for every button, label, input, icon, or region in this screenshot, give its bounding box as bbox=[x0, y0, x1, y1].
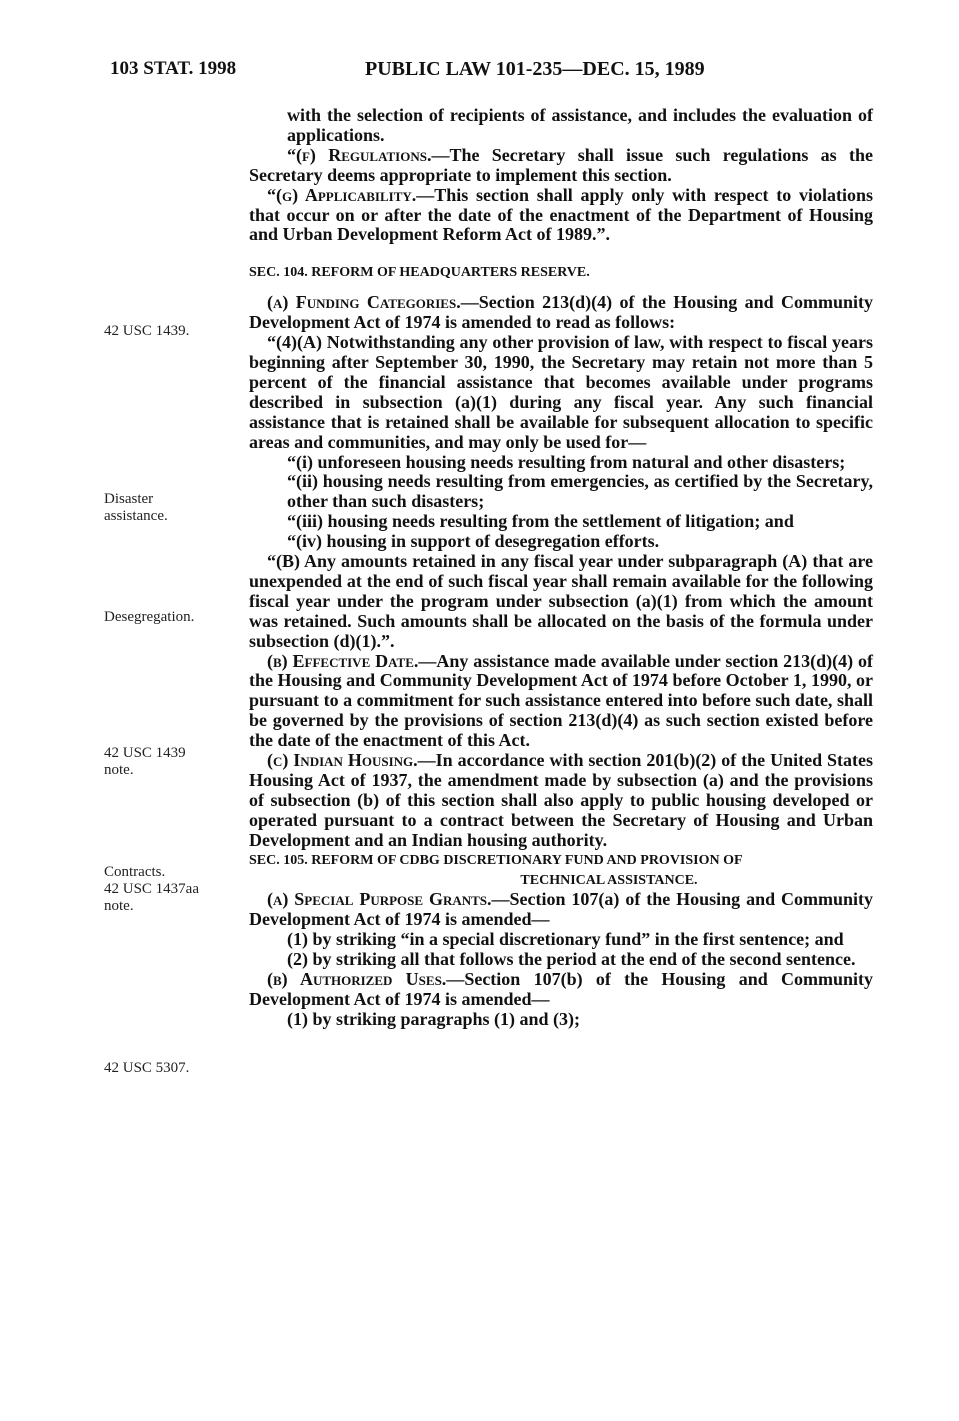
paragraph-a2-2: (2) by striking all that follows the period at the end of the second sentence. bbox=[287, 949, 856, 970]
margin-note-42-usc-1437aa: 42 USC 1437aa bbox=[104, 881, 199, 897]
section-105-heading bbox=[249, 851, 873, 891]
subsection-b2-text: —Section 107(b) of the Housing and Community Development Act of 1974 is amended— bbox=[249, 969, 873, 1009]
clause-ii: “(ii) housing needs resulting from emergencies, as certified by the Secretary, other than such disasters; bbox=[287, 471, 873, 512]
subsection-b-text: —Any assistance made available under section 213(d)(4) of the Housing and Community Development Act of 1974 before October 1, 1990, or pursuant to a commitment for such assistance entered into before such date, shall be governed by the provisions of section 213(d)(4) as such section existed before the date of the enactment of this Act. bbox=[249, 650, 873, 751]
margin-note-42-usc-5307: 42 USC 5307. bbox=[104, 1060, 190, 1076]
subsection-c-heading: (c) Indian Housing. bbox=[267, 750, 418, 771]
margin-note-assistance: assistance. bbox=[104, 508, 168, 524]
subsection-a-funding-categories bbox=[249, 293, 873, 333]
subsection-b-effective-date bbox=[249, 652, 873, 752]
stat-page-number: 103 STAT. 1998 bbox=[110, 58, 237, 79]
subsection-a-special-purpose-grants bbox=[249, 890, 873, 930]
paragraph-b2-1: (1) by striking paragraphs (1) and (3); bbox=[287, 1008, 581, 1029]
margin-note-disaster: Disaster bbox=[104, 491, 154, 507]
margin-note-desegregation: Desegregation. bbox=[104, 609, 195, 625]
subsection-b2-heading: (b) Authorized Uses. bbox=[267, 969, 447, 990]
subsection-c-indian-housing bbox=[249, 751, 873, 851]
clause-i: “(i) unforeseen housing needs resulting from natural and other disasters; bbox=[287, 451, 846, 472]
paragraph-a2-1: (1) by striking “in a special discretionary fund” in the first sentence; and bbox=[287, 929, 844, 950]
paragraph-continuation: with the selection of recipients of assistance, and includes the evaluation of applications. bbox=[287, 105, 873, 145]
subsection-f-heading: “(f) Regulations. bbox=[287, 144, 432, 165]
subsection-g-applicability bbox=[249, 186, 873, 246]
subparagraph-b: “(B) Any amounts retained in any fiscal year under subparagraph (A) that are unexpended at the end of such fiscal year shall remain available for the following fiscal year under the program under subsection (a)(1) from which the amount was retained. Such amounts shall be allocated on the basis of the formula under subsection (d)(1).”. bbox=[249, 551, 873, 651]
subsection-g-text: —This section shall apply only with respect to violations that occur on or after the date of the enactment of the Department of Housing and Urban Development Reform Act of 1989.”. bbox=[249, 184, 873, 245]
margin-note-42-usc-1439-note: 42 USC 1439 bbox=[104, 745, 186, 761]
subsection-a-heading: (a) Funding Categories. bbox=[267, 292, 461, 313]
margin-note-note: note. bbox=[104, 762, 134, 778]
section-104-heading: SEC. 104. REFORM OF HEADQUARTERS RESERVE. bbox=[249, 265, 590, 281]
clause-iv: “(iv) housing in support of desegregation efforts. bbox=[287, 531, 660, 552]
subsection-g-heading: “(g) Applicability. bbox=[267, 184, 417, 205]
subsection-a2-heading: (a) Special Purpose Grants. bbox=[267, 889, 492, 910]
margin-note-42-usc-1439: 42 USC 1439. bbox=[104, 323, 190, 339]
subsection-b-heading: (b) Effective Date. bbox=[267, 650, 419, 671]
page-header bbox=[110, 58, 890, 88]
section-105-line-2: TECHNICAL ASSISTANCE. bbox=[520, 872, 698, 888]
section-105-line-1: SEC. 105. REFORM OF CDBG DISCRETIONARY FUND AND PROVISION OF bbox=[249, 852, 743, 868]
subsection-f-text: —The Secretary shall issue such regulations as the Secretary deems appropriate to implement this section. bbox=[249, 144, 873, 185]
public-law-title: PUBLIC LAW 101-235—DEC. 15, 1989 bbox=[365, 58, 705, 80]
subsection-c-text: —In accordance with section 201(b)(2) of the United States Housing Act of 1937, the amendment made by subsection (a) and the provisions of subsection (b) of this section shall also apply to public housing developed or operated pursuant to a contract between the Secretary of Housing and Urban Development and an Indian housing authority. bbox=[249, 750, 873, 850]
subsection-b-authorized-uses bbox=[249, 970, 873, 1010]
subsection-a-text: —Section 213(d)(4) of the Housing and Community Development Act of 1974 is amended to read as follows: bbox=[249, 292, 874, 333]
margin-note-contracts: Contracts. bbox=[104, 864, 166, 880]
statute-body bbox=[249, 106, 873, 1030]
subsection-a2-text: —Section 107(a) of the Housing and Community Development Act of 1974 is amended— bbox=[249, 889, 874, 930]
subsection-f-regulations bbox=[249, 146, 873, 186]
margin-note-note-2: note. bbox=[104, 898, 134, 914]
clause-iii: “(iii) housing needs resulting from the settlement of litigation; and bbox=[287, 511, 794, 532]
paragraph-4a: “(4)(A) Notwithstanding any other provision of law, with respect to fiscal years beginning after September 30, 1990, the Secretary may retain not more than 5 percent of the financial assistance that becomes available under programs described in subsection (a)(1) during any fiscal year. Any such financial assistance that is retained shall be available for subsequent allocation to specific areas and communities, and may only be used for— bbox=[249, 332, 873, 452]
